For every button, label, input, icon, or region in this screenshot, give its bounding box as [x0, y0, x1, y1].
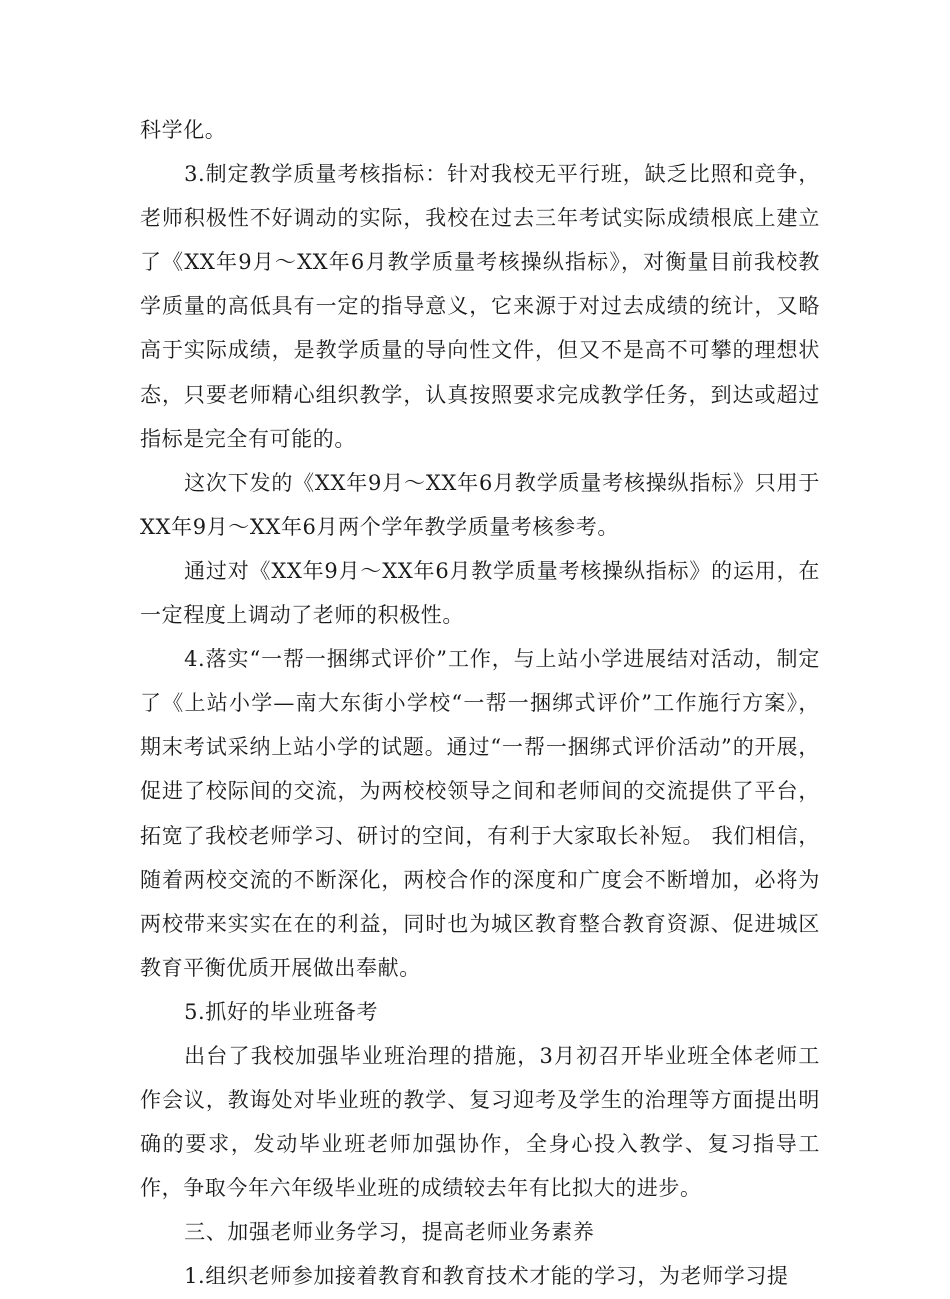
- paragraph-5: 4.落实“一帮一捆绑式评价”工作，与上站小学进展结对活动，制定了《上站小学—南大东街小学校“一帮一捆绑式评价”工作施行方案》，期末考试采纳上站小学的试题。通过“一帮一捆绑式评价活动”的开展，促进了校际间的交流，为两校校领导之间和老师间的交流提供了平台，拓宽了我校老师学习、研讨的空间，有利于大家取长补短。 我们相信，随着两校交流的不断深化，两校合作的深度和广度会不断增加，必将为两校带来实实在在的利益，同时也为城区教育整合教育资源、促进城区教育平衡优质开展做出奉献。: [140, 647, 820, 980]
- paragraph-4: 通过对《XX年9月～XX年6月教学质量考核操纵指标》的运用，在一定程度上调动了老师的积极性。: [140, 558, 820, 628]
- paragraph-1: 科学化。: [140, 118, 227, 142]
- paragraph-7: 出台了我校加强毕业班治理的措施，3月初召开毕业班全体老师工作会议，教诲处对毕业班的教学、复习迎考及学生的治理等方面提出明确的要求，发动毕业班老师加强协作，全身心投入教学、复习指导工作，争取今年六年级毕业班的成绩较去年有比拟大的进步。: [140, 1043, 820, 1201]
- paragraph-2: 3.制定教学质量考核指标：针对我校无平行班，缺乏比照和竞争，老师积极性不好调动的实际，我校在过去三年考试实际成绩根底上建立了《XX年9月～XX年6月教学质量考核操纵指标》，对衡量目前我校教学质量的高低具有一定的指导意义，它来源于对过去成绩的统计，又略高于实际成绩，是教学质量的导向性文件，但又不是高不可攀的理想状态，只要老师精心组织教学，认真按照要求完成教学任务，到达或超过指标是完全有可能的。: [140, 162, 820, 451]
- section-heading: 三、加强老师业务学习，提高老师业务素养: [184, 1220, 595, 1245]
- paragraph-3: 这次下发的《XX年9月～XX年6月教学质量考核操纵指标》只用于XX年9月～XX年6月两个学年教学质量考核参考。: [140, 470, 820, 539]
- paragraph-8: 1.组织老师参加接着教育和教育技术才能的学习，为老师学习提: [184, 1264, 789, 1289]
- document-body: [140, 108, 820, 1299]
- paragraph-6: 5.抓好的毕业班备考: [184, 999, 379, 1024]
